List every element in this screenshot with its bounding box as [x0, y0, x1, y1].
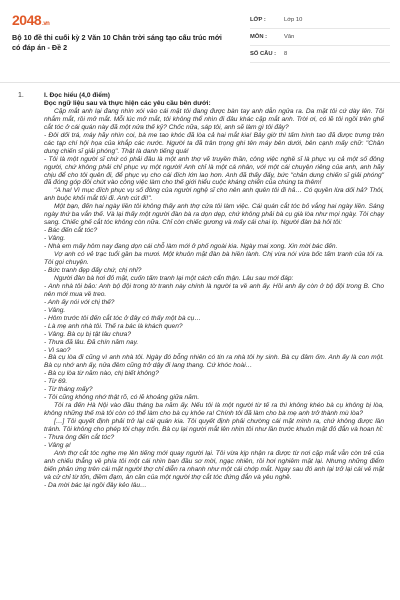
passage-paragraph: - Tôi là một người sĩ chứ có phải đâu là một anh thợ vẽ truyền thần, công việc nghề sĩ là phục vụ cả một số đông người, chứ không phải chỉ phục vụ một người! Anh chỉ là một cá nhân, với một cái chuyện riêng của anh, anh hãy chịu để cho tôi quên đi, để phục vụ cho cái đích lớn lao hơn. Anh đã thấy đấy, bức "chân dung chiến sĩ giải phóng" đã đóng góp đôi chút vào công việc làm cho thế giới hiểu cuộc kháng chiến của chúng ta thêm!	[44, 155, 384, 187]
exam-meta	[250, 12, 390, 63]
passage-paragraph: […] Tôi quyết định phải trở lại cái quán kia. Tôi quyết định phải chường cái mặt mình ra, chứ không được lần tránh. Tôi không cho phép tôi chạy trốn. Bà cụ lại người mắt lên nhìn tôi như lần trước khuôn mặt đỏ đắn và hoan hỉ:	[44, 418, 384, 434]
meta-value-subject: Văn	[284, 34, 295, 40]
page-header	[0, 0, 400, 83]
passage-paragraph: - Là mẹ anh nhà tôi. Thế ra bác là khách quen?	[44, 322, 183, 330]
passage-paragraph: - Tôi cũng không nhớ thật rõ, có lẽ khoảng giữa năm.	[44, 394, 200, 402]
passage-paragraph: - Vì sao?	[44, 346, 71, 354]
meta-value-count: 8	[284, 51, 288, 57]
meta-label: MÔN :	[250, 34, 268, 40]
meta-row-count	[250, 46, 390, 63]
passage-paragraph: - Bà cụ lòa đi cũng vì anh nhà tôi. Ngày đó bỗng nhiên có tin ra nhà tôi hy sinh. Bà cụ đâm ốm. Anh ấy là con một. Bà cụ nhớ anh ấy, nửa đêm cũng trở dậy đi lang thang. Cứ khóc hoài…	[44, 354, 384, 370]
passage-paragraph: - Anh nhà tôi bảo: Anh bộ đội trong tờ tranh này chính là người ta về anh ấy. Hồi anh ấy còn ở bộ đội trong B. Cho nên mới mua về treo.	[44, 282, 384, 298]
passage-paragraph: Một bạn, đến hai ngày liền tôi không thấy anh thợ cửa tôi làm việc. Cái quán cắt tóc bỏ vắng hai ngày liền. Sáng ngày thứ ba vắn thế. Và lại thấy một người đàn bà ra dọn dẹp, chứ không phải bà cụ già lòa như mọi ngày. Tôi chạy sang. Chiếc ghế cắt tóc không còn nữa. Chỉ còn chiếc gương và mấy cái chai lọ. Người đàn bà hỏi tôi:	[44, 203, 384, 227]
exam-title: Bộ 10 đề thi cuối kỳ 2 Văn 10 Chân trời sáng tạo cấu trúc mới có đáp án - Đề 2	[12, 33, 222, 52]
instruction: Đọc ngữ liệu sau và thực hiện các yêu cầu bên dưới:	[44, 99, 211, 107]
passage-paragraph: - Da mời bác lại ngồi đây kẻo lâu…	[44, 481, 147, 489]
passage-paragraph: - Nhà em mấy hôm nay đang dọn cái chỗ làm mới ở phố ngoài kia. Ngày mai xong. Xin mời bác đến.	[44, 243, 338, 251]
question-content	[20, 92, 390, 490]
passage-paragraph: - Bà cụ lòa từ năm nào, chị biết không?	[44, 370, 159, 378]
meta-row-subject	[250, 29, 390, 46]
site-logo[interactable]	[12, 12, 49, 28]
passage-paragraph: - Từ tháng mấy?	[44, 386, 93, 394]
passage-paragraph: Cặp mắt anh lại đang nhìn xói vào cái mặt tôi đang được bàn tay anh dẫn ngửa ra. Da mặt tôi cứ dày lên. Tôi nhắm mắt, rồi mở mắt. Mỗi lúc mở mắt, tôi không thể nhìn đi đâu khác cặp mắt anh. Trời ơi, có lẽ tôi ngồi trên ghế cắt tóc ở cái quán này đã một nửa thế kỷ? Chốc nữa, sáp tôi, anh sẽ làm gì tôi đây?	[44, 107, 384, 131]
passage-paragraph: - Bác đến cắt tóc?	[44, 227, 98, 235]
passage-paragraph: - Vâng ạ!	[44, 441, 71, 449]
passage-paragraph: Anh thợ cắt tóc nghe mẹ lên tiếng mới quay người lại. Tôi vừa kịp nhận ra được từ nơi cặp mắt vẫn còn trẻ của anh chiếu thẳng về phía tôi một cái nhìn ban đầu sơ mời, ngạc nhiên, rồi hơi nghiêm mặt lại. Nhưng những điểm biến phản ứng trên cái mặt người thợ chỉ diễn ra nhanh như một cái chớp mắt. Ngay sau đó anh lại trở lại cái vẻ mặt và cử chỉ từ tốn, điềm đạm, ân cần của một người thợ cắt tóc đứng đắn và yêu nghề.	[44, 449, 384, 481]
logo-tld: .vn	[42, 21, 50, 27]
passage-paragraph: - Bức tranh đẹp đấy chứ, chị nhỉ?	[44, 266, 142, 274]
passage-paragraph: - Anh ấy nói với chị thế?	[44, 298, 115, 306]
section-title: I. Đọc hiểu (4,0 điểm)	[44, 92, 110, 99]
passage-paragraph: "A ha! Vì mục đích phục vụ số đông của người nghệ sĩ cho nên anh quên tôi đi hả… Có quyền lừa dối hả? Thôi, anh buộc khỏi mắt tôi đi. Anh cút đi!".	[44, 187, 384, 203]
passage-paragraph: - Hôm trước tôi đến cắt tóc ở đây có thấy một bà cụ…	[44, 314, 201, 322]
meta-value-class: Lớp 10	[284, 17, 303, 23]
passage-paragraph: Tôi ra đến Hà Nội vào đầu tháng ba năm ấy. Nếu tôi là một người từ tế ra thì không khéo bà cụ không bị lòa, không những thế mà tôi còn có thể làm cho bà cụ khỏe ra! Chính tôi đã làm cho bà mẹ anh trở thành mù lòa?	[44, 402, 384, 418]
passage-paragraph: Vợ anh có vẻ trạc tuổi gần ba mươi. Một khuôn mặt đàn bà hiền lành. Chị vừa nói vừa bốc tấm tranh của tôi ra. Tôi gọi chuyện.	[44, 251, 384, 267]
passage-paragraph: - Từ 69.	[44, 378, 68, 386]
passage-paragraph: - Vâng.	[44, 235, 66, 243]
meta-label: SỐ CÂU :	[250, 51, 277, 57]
logo-text: 2048	[12, 12, 42, 28]
question-number: 1.	[18, 92, 24, 99]
passage-paragraph: - Vâng. Bà cụ bị tật lâu chưa?	[44, 330, 132, 338]
passage	[44, 108, 384, 490]
passage-paragraph: Người đàn bà hơi đỏ mặt, cuốn tấm tranh lại một cách cẩn thận. Lâu sau mới đáp:	[54, 274, 294, 282]
meta-row-class	[250, 12, 390, 29]
passage-paragraph: - Vâng.	[44, 306, 66, 314]
passage-paragraph: - Thưa ông đến cắt tóc?	[44, 433, 115, 441]
meta-label: LỚP :	[250, 17, 266, 23]
passage-paragraph: - Đôi dối trá, máy hãy nhìn coi, bà me tao khóc đã lòa cả hai mắt kia! Bây giờ thì tấm hình tao đã được trưng trên các tạp chí hội họa của khắp các nước. Người ta đã trân trọng ghi tên máy bên dưới, bên cạnh mấy chữ: "Chân dung chiến sĩ giải phóng". Thật là danh tiếng quá!	[44, 131, 384, 155]
passage-paragraph: - Thưa đã lâu. Đã chín năm nay.	[44, 338, 139, 346]
question-body	[44, 92, 384, 490]
